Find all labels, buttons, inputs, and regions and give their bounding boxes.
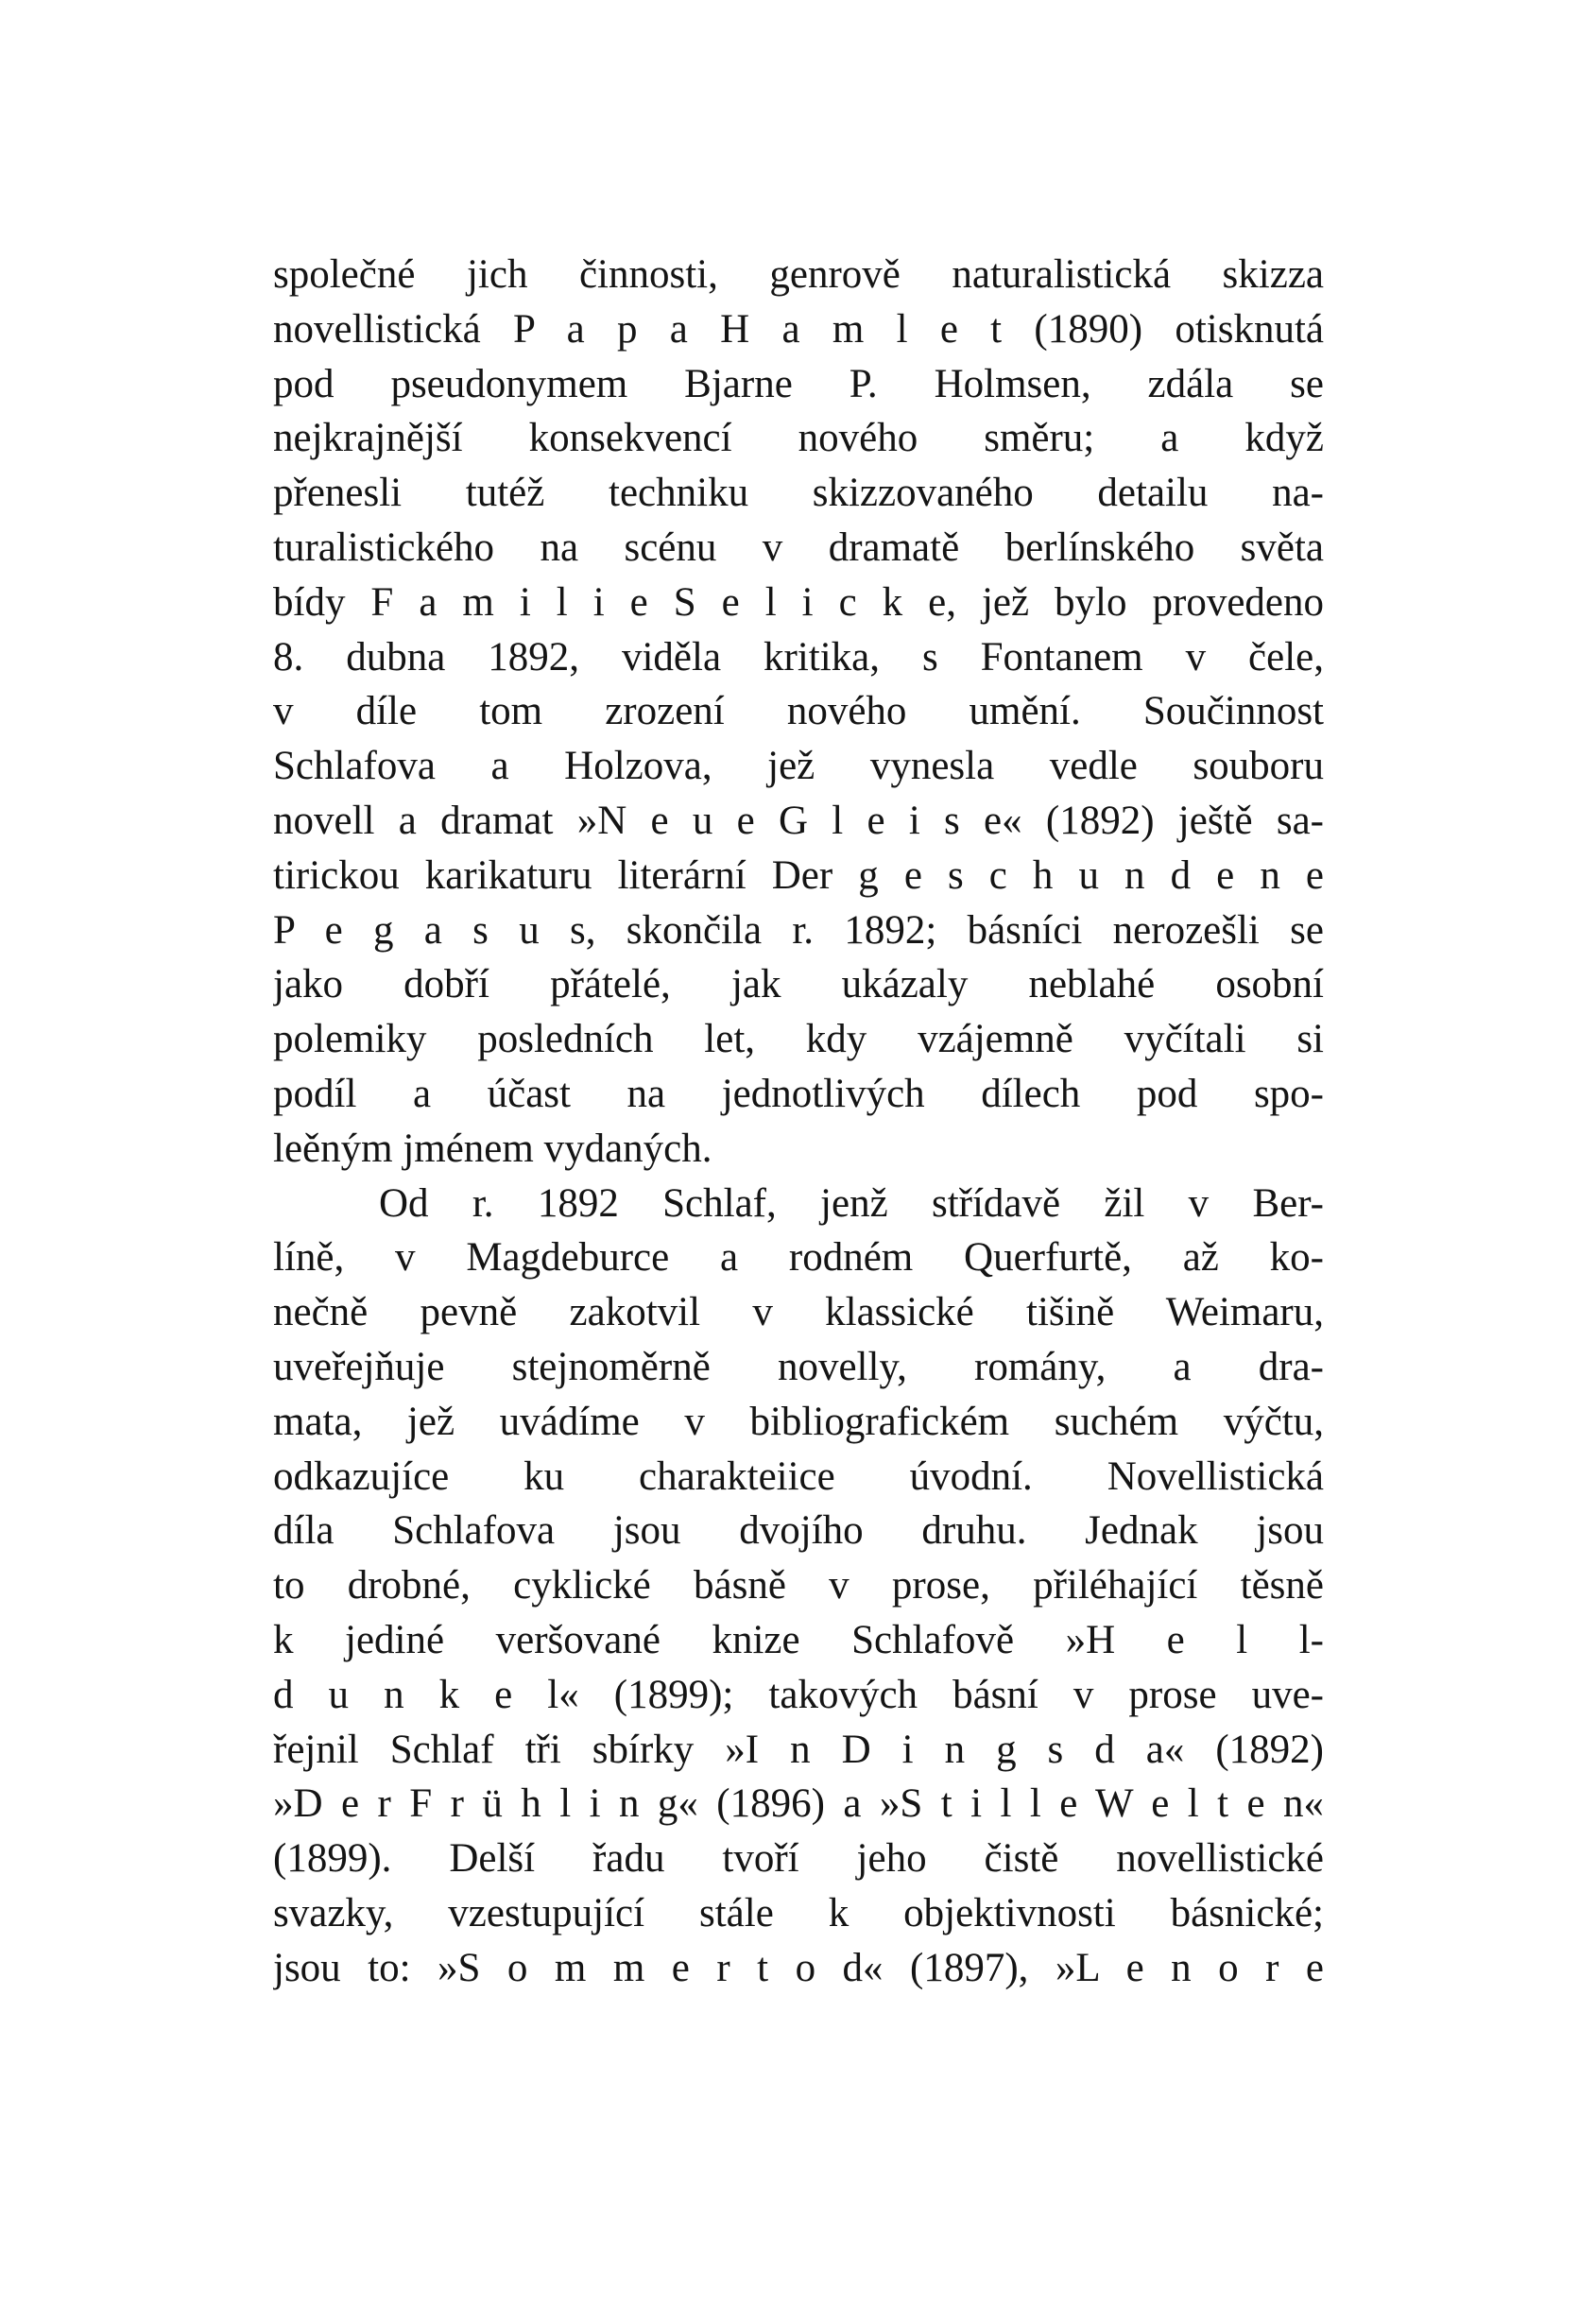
text-line: podíl a účast na jednotlivých dílech pod spo- — [273, 1071, 1324, 1116]
text-line: P e g a s u s, skončila r. 1892; básníci nerozešli se — [273, 907, 1324, 953]
text-line: přenesli tutéž techniku skizzovaného detailu na- — [273, 471, 1324, 516]
text-line: turalistického na scénu v dramatě berlínského světa — [273, 525, 1324, 570]
text-line: svazky, vzestupující stále k objektivnosti básnické; — [273, 1890, 1324, 1935]
text-line: d u n k e l« (1899); takových básní v prose uve- — [273, 1672, 1324, 1717]
text-line: tirickou karikaturu literární Der g e s c h u n d e n e — [273, 852, 1324, 898]
text-line: »D e r F r ü h l i n g« (1896) a »S t i l l e W e l t e n« — [273, 1781, 1324, 1827]
text-line: (1899). Delší řadu tvoří jeho čistě novellistické — [273, 1836, 1324, 1882]
text-line: 8. dubna 1892, viděla kritika, s Fontanem v čele, — [273, 634, 1324, 679]
text-line: to drobné, cyklické básně v prose, přiléhající těsně — [273, 1563, 1324, 1608]
text-line: uveřejňuje stejnoměrně novelly, romány, a dra- — [273, 1344, 1324, 1389]
text-line: jsou to: »S o m m e r t o d« (1897), »L e n o r e — [273, 1945, 1324, 1990]
text-line: líně, v Magdeburce a rodném Querfurtě, až ko- — [273, 1235, 1324, 1281]
text-line: Schlafova a Holzova, jež vynesla vedle souboru — [273, 744, 1324, 789]
text-line: v díle tom zrození nového umění. Součinnost — [273, 689, 1324, 734]
body-text — [273, 248, 1324, 1996]
text-line: jako dobří přátelé, jak ukázaly neblahé osobní — [273, 962, 1324, 1007]
paragraph-end-line: leěným jménem vydaných. — [273, 1126, 712, 1171]
text-line: novellistická P a p a H a m l e t (1890) otisknutá — [273, 306, 1324, 352]
paragraph-start-line: Od r. 1892 Schlaf, jenž střídavě žil v Ber- — [379, 1180, 1324, 1226]
text-line: řejnil Schlaf tři sbírky »I n D i n g s d a« (1892) — [273, 1727, 1324, 1772]
text-line: novell a dramat »N e u e G l e i s e« (1892) ještě sa- — [273, 798, 1324, 843]
text-line: bídy F a m i l i e S e l i c k e, jež bylo provedeno — [273, 579, 1324, 625]
text-line: polemiky posledních let, kdy vzájemně vyčítali si — [273, 1017, 1324, 1062]
text-line: odkazujíce ku charakteiice úvodní. Novellistická — [273, 1453, 1324, 1499]
text-line: společné jich činnosti, genrově naturalistická skizza — [273, 252, 1324, 297]
text-line: pod pseudonymem Bjarne P. Holmsen, zdála se — [273, 361, 1324, 406]
text-line: mata, jež uvádíme v bibliografickém suchém výčtu, — [273, 1399, 1324, 1444]
text-line: nečně pevně zakotvil v klassické tišině Weimaru, — [273, 1290, 1324, 1335]
text-line: díla Schlafova jsou dvojího druhu. Jednak jsou — [273, 1508, 1324, 1554]
text-line: k jediné veršované knize Schlafově »H e l l- — [273, 1617, 1324, 1662]
text-line: nejkrajnější konsekvencí nového směru; a když — [273, 416, 1324, 461]
